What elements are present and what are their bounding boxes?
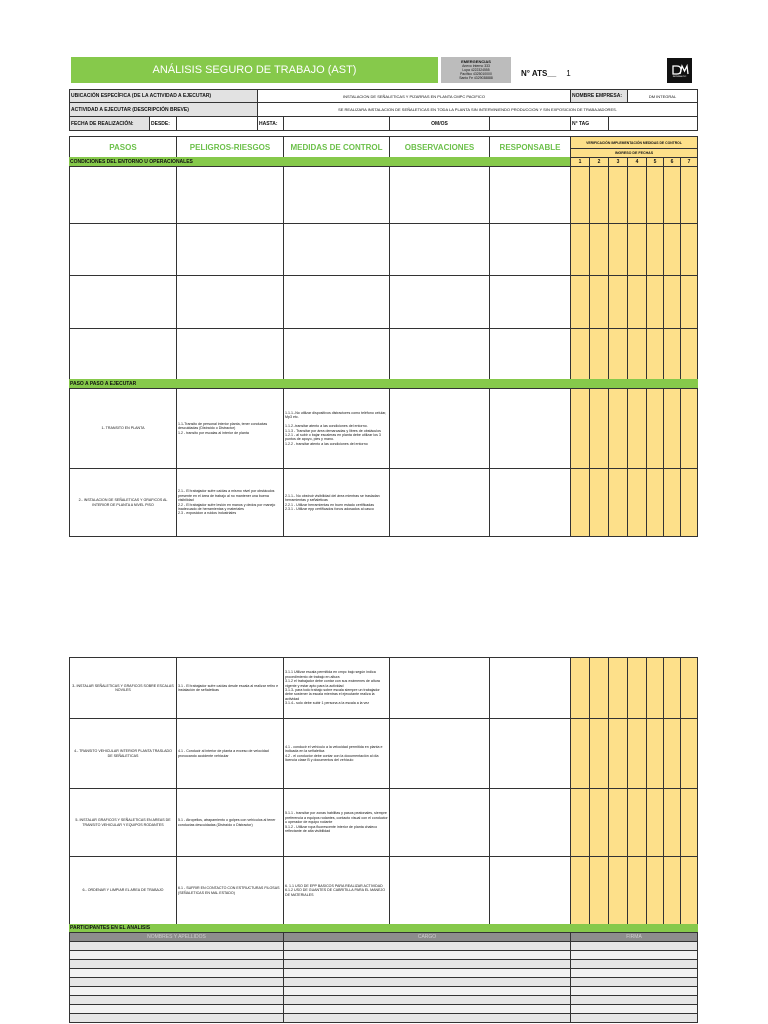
step-row-medidas-cell: 5.1.1 - transitar por zonas habilitas y pasos peatonales, siempre preferencia a equipos rodantes, contacto visual con el conductor u operador de equipo rodante 5.1.2 - Utilizar ropa fluorescente interior de planta chaleco reflectante de alta visibilidad <box>283 788 390 857</box>
condition-row-day-4-cell[interactable] <box>627 275 647 329</box>
condition-row-day-7-cell[interactable] <box>680 166 698 224</box>
hasta-label: HASTA: <box>257 116 284 131</box>
step-row-peligros-cell: 5.1 - Atropellos, atrapamiento o golpes con vehículos al tener conductas descuidadas (Distraído o Distractor) <box>176 788 284 857</box>
condition-row-observaciones-cell[interactable] <box>389 275 490 329</box>
participants-title: PARTICIPANTES EN EL ANALISIS <box>69 924 698 932</box>
col-observaciones: OBSERVACIONES <box>389 136 490 158</box>
step-row-day-5-cell[interactable] <box>646 788 664 857</box>
condition-row-day-3-cell[interactable] <box>608 275 628 329</box>
condition-row-medidas-cell <box>283 328 390 380</box>
title-banner <box>71 57 438 83</box>
section-steps: PASO A PASO A EJECUTAR <box>69 379 698 388</box>
step-row-day-6-cell[interactable] <box>663 856 681 925</box>
ats-label: N° ATS__ <box>521 68 557 78</box>
condition-row-day-1-cell[interactable] <box>570 328 590 380</box>
condition-row-day-2-cell[interactable] <box>589 223 609 276</box>
step-row-day-2-cell[interactable] <box>589 657 609 719</box>
desde-field[interactable] <box>176 116 258 131</box>
condition-row-day-4-cell[interactable] <box>627 223 647 276</box>
condition-row-observaciones-cell[interactable] <box>389 166 490 224</box>
condition-row-day-5-cell[interactable] <box>646 275 664 329</box>
step-row-observaciones-cell[interactable] <box>389 788 490 857</box>
ats-value: 1 <box>566 68 571 78</box>
condition-row-responsable-cell[interactable] <box>489 166 571 224</box>
emergency-heading: EMERGENCIAS <box>461 59 491 64</box>
condition-row-peligros-cell <box>176 166 284 224</box>
condition-row-medidas-cell <box>283 275 390 329</box>
ubicacion-value[interactable]: INSTALACION DE SEÑALETICAS Y PIZARRAS EN PLANTA CMPC PACIFICO <box>257 89 571 103</box>
step-row-responsable-cell[interactable] <box>489 718 571 789</box>
condition-row-paso-cell <box>69 223 177 276</box>
ubicacion-label: UBICACIÓN ESPECÍFICA (DE LA ACTIVIDAD A EJECUTAR) <box>69 89 258 103</box>
condition-row-day-1-cell[interactable] <box>570 166 590 224</box>
omos-field[interactable] <box>489 116 571 131</box>
step-row-day-1-cell[interactable] <box>570 388 590 469</box>
step-row-day-7-cell[interactable] <box>680 657 698 719</box>
emergency-line: Pacifico 4325010000 <box>460 72 492 77</box>
step-row-day-4-cell[interactable] <box>627 788 647 857</box>
step-row-observaciones-cell[interactable] <box>389 856 490 925</box>
step-row-day-5-cell[interactable] <box>646 856 664 925</box>
step-row-day-2-cell[interactable] <box>589 388 609 469</box>
col-medidas: MEDIDAS DE CONTROL <box>283 136 390 158</box>
step-row-day-7-cell[interactable] <box>680 856 698 925</box>
condition-row-peligros-cell <box>176 328 284 380</box>
step-row-day-1-cell[interactable] <box>570 657 590 719</box>
condition-row-day-5-cell[interactable] <box>646 328 664 380</box>
condition-row-day-3-cell[interactable] <box>608 223 628 276</box>
step-row-day-3-cell[interactable] <box>608 718 628 789</box>
step-row-day-4-cell[interactable] <box>627 468 647 537</box>
condition-row-day-4-cell[interactable] <box>627 166 647 224</box>
fecha-label: FECHA DE REALIZACIÓN: <box>69 116 150 131</box>
step-row-paso-cell: 2.- INSTALACION DE SEÑALETICAS Y GRAFICOS AL INTERIOR DE PLANTA A NIVEL PISO <box>69 468 177 537</box>
step-row-day-1-cell[interactable] <box>570 468 590 537</box>
step-row-day-6-cell[interactable] <box>663 388 681 469</box>
step-row-medidas-cell: 1.1.1.-No utilizar dispositivos distractores como teléfono celular, Mp3 etc. 1.1.2.-transitar atento a las condiciones del entorno. 1.1.3 - Transitar por área demarcadas y libres de obstáculos 1.2.1 - al subir o bajar escaleras en planta debe utilizar los 3 puntos de apoyo, pies y mano. 1.2.2 - transitar atento a las condiciones del entorno <box>283 388 390 469</box>
step-row-day-7-cell[interactable] <box>680 388 698 469</box>
step-row-paso-cell: 3- INSTALAR SEÑALETICAS Y GRAFICOS SOBRE ESCALAS NOVILES <box>69 657 177 719</box>
step-row-peligros-cell: 2.1.- El trabajador sufre caídas a mismo nivel por obstáculos presente en el área de trabajo al no mantener una buena visibilidad 2.2 - El trabajador sufre lesión en manos y dedos por manejo inadecuado de herramientas y materiales 2.3 - exposicion a ruidos industriales <box>176 468 284 537</box>
participant-name-field[interactable] <box>69 1013 284 1023</box>
condition-row-paso-cell <box>69 275 177 329</box>
condition-row-paso-cell <box>69 166 177 224</box>
step-row-day-3-cell[interactable] <box>608 388 628 469</box>
col-fechas: INGRESO DE FECHAS <box>570 148 698 158</box>
condition-row-observaciones-cell[interactable] <box>389 328 490 380</box>
step-row-day-2-cell[interactable] <box>589 718 609 789</box>
day-number-4: 4 <box>627 157 647 167</box>
page-title: ANÁLISIS SEGURO DE TRABAJO (AST) <box>152 64 357 76</box>
step-row-observaciones-cell[interactable] <box>389 388 490 469</box>
day-number-6: 6 <box>663 157 681 167</box>
participant-firma-field[interactable] <box>570 1013 698 1023</box>
step-row-paso-cell: 1- TRANSITO EN PLANTA <box>69 388 177 469</box>
step-row-day-2-cell[interactable] <box>589 856 609 925</box>
condition-row-day-2-cell[interactable] <box>589 166 609 224</box>
condition-row-day-7-cell[interactable] <box>680 275 698 329</box>
step-row-responsable-cell[interactable] <box>489 788 571 857</box>
day-number-3: 3 <box>608 157 628 167</box>
step-row-responsable-cell[interactable] <box>489 657 571 719</box>
actividad-label: ACTIVIDAD A EJECUTAR (DESCRIPCIÓN BREVE) <box>69 102 258 117</box>
condition-row-observaciones-cell[interactable] <box>389 223 490 276</box>
condition-row-day-1-cell[interactable] <box>570 275 590 329</box>
condition-row-day-4-cell[interactable] <box>627 328 647 380</box>
condition-row-day-5-cell[interactable] <box>646 223 664 276</box>
step-row-responsable-cell[interactable] <box>489 468 571 537</box>
actividad-value[interactable]: SE REALIZARA INSTALACION DE SEÑALETICAS EN TODA LA PLANTA SIN INTERVINIENDO PRODUCCION Y SIN EXPOSICION DE TRABAJADORES. <box>257 102 698 117</box>
emergency-line: Lupa 4222324555 <box>462 68 490 73</box>
step-row-day-3-cell[interactable] <box>608 856 628 925</box>
col-responsable: RESPONSABLE <box>489 136 571 158</box>
step-row-day-5-cell[interactable] <box>646 468 664 537</box>
condition-row-day-3-cell[interactable] <box>608 166 628 224</box>
step-row-day-6-cell[interactable] <box>663 657 681 719</box>
condition-row-paso-cell <box>69 328 177 380</box>
step-row-day-1-cell[interactable] <box>570 856 590 925</box>
step-row-day-2-cell[interactable] <box>589 788 609 857</box>
step-row-peligros-cell: 4.1 - Conducir al interior de planta a exceso de velocidad provocando accidente vehicular <box>176 718 284 789</box>
condition-row-medidas-cell <box>283 223 390 276</box>
step-row-medidas-cell: 2.1.1.- No obstruir visibilidad del área mientras se trasladan herramientas y señaleticas 2.2.1 - Utilizar herramientas en buen estado certificadas 2.3.1 - Utilizar epp certificados fonos adosados al casco <box>283 468 390 537</box>
hasta-field[interactable] <box>283 116 390 131</box>
step-row-day-6-cell[interactable] <box>663 468 681 537</box>
step-row-peligros-cell: 1.1-Transito de personal interior planta, tener conductas descuidadas (Distraído o Distractor) 1.2 - transito por escalas al interior de planta <box>176 388 284 469</box>
condition-row-responsable-cell[interactable] <box>489 275 571 329</box>
emergency-line: Santo Fe 4329038888 <box>459 76 493 81</box>
participants-cargo-header: CARGO <box>283 932 571 942</box>
condition-row-day-7-cell[interactable] <box>680 328 698 380</box>
step-row-paso-cell: 5- INSTALAR GRAFICOS Y SEÑALETICAS EN AREAS DE TRANSITO VEHICULAR Y EQUIPOS RODANTES <box>69 788 177 857</box>
omos-label: OM/OS <box>389 116 490 131</box>
emergency-box <box>441 57 511 83</box>
condition-row-responsable-cell[interactable] <box>489 223 571 276</box>
logo-mark-icon <box>671 64 689 76</box>
step-row-paso-cell: 4.- TRANSITO VEHICULAR INTERIOR PLANTA TRASLADO DE SEÑALETICAS <box>69 718 177 789</box>
step-row-observaciones-cell[interactable] <box>389 657 490 719</box>
ats-number <box>521 66 571 80</box>
step-row-day-3-cell[interactable] <box>608 788 628 857</box>
day-number-5: 5 <box>646 157 664 167</box>
condition-row-day-6-cell[interactable] <box>663 275 681 329</box>
section-conditions: CONDICIONES DEL ENTORNO U OPERACIONALES <box>69 157 571 166</box>
step-row-day-5-cell[interactable] <box>646 657 664 719</box>
step-row-peligros-cell: 3.1 - El trabajador sufre caídas desde escala al realizar retiro e instalación de señaleticas <box>176 657 284 719</box>
step-row-paso-cell: 6.- ORDENAR Y LIMPIAR EL AREA DE TRABAJO <box>69 856 177 925</box>
step-row-day-3-cell[interactable] <box>608 657 628 719</box>
condition-row-responsable-cell[interactable] <box>489 328 571 380</box>
step-row-day-4-cell[interactable] <box>627 856 647 925</box>
step-row-day-7-cell[interactable] <box>680 468 698 537</box>
condition-row-day-6-cell[interactable] <box>663 166 681 224</box>
step-row-observaciones-cell[interactable] <box>389 468 490 537</box>
step-row-observaciones-cell[interactable] <box>389 718 490 789</box>
step-row-peligros-cell: 6.1 - SUFRIR EN CONTACTO CON ESTRUCTURAS FILOSAS (SEÑALETICAS EN MAL ESTADO) <box>176 856 284 925</box>
day-number-2: 2 <box>589 157 609 167</box>
step-row-medidas-cell: 4.1 - conducir el vehículo a la velocidad permitida en planta e indicada en la señaletica 4.2 - el conductor debe contar con la documentación al día licencia clase B y documentos del vehículo <box>283 718 390 789</box>
day-number-1: 1 <box>570 157 590 167</box>
logo-text: IMPERIALTIC <box>672 75 687 78</box>
condition-row-day-7-cell[interactable] <box>680 223 698 276</box>
condition-row-day-1-cell[interactable] <box>570 223 590 276</box>
step-row-day-6-cell[interactable] <box>663 718 681 789</box>
step-row-day-1-cell[interactable] <box>570 788 590 857</box>
tag-field[interactable] <box>608 116 698 131</box>
step-row-day-7-cell[interactable] <box>680 718 698 789</box>
step-row-medidas-cell: 3.1.1 Utilizar escala permitida en cmpc bajo según indica procedimiento de trabajo en altura 3.1.2 el trabajador debe contar con sus exámenes de altura vigente y estar apto para la actividad 3.1.3- para todo trabajo sobre escala siempre un trabajador debe sostener la escala mientras el ejecutante realiza la actividad 3.1.4.- solo debe subir 1 persona a la escala a la vez <box>283 657 390 719</box>
emergency-line: Anexo Interno 333 <box>462 64 490 68</box>
condition-row-day-2-cell[interactable] <box>589 275 609 329</box>
empresa-label: NOMBRE EMPRESA: <box>570 89 628 103</box>
condition-row-day-2-cell[interactable] <box>589 328 609 380</box>
col-peligros: PELIGROS-RIESGOS <box>176 136 284 158</box>
step-row-day-2-cell[interactable] <box>589 468 609 537</box>
step-row-responsable-cell[interactable] <box>489 388 571 469</box>
participant-cargo-field[interactable] <box>283 1013 571 1023</box>
participants-nombres-header: NOMBRES Y APELLIDOS <box>69 932 284 942</box>
step-row-day-4-cell[interactable] <box>627 718 647 789</box>
condition-row-day-6-cell[interactable] <box>663 223 681 276</box>
condition-row-peligros-cell <box>176 223 284 276</box>
col-pasos: PASOS <box>69 136 177 158</box>
condition-row-medidas-cell <box>283 166 390 224</box>
step-row-day-6-cell[interactable] <box>663 788 681 857</box>
step-row-day-7-cell[interactable] <box>680 788 698 857</box>
step-row-medidas-cell: 6. 1.1 USO DE EPP BASICOS PARA REALIZAR ACTIVIDAD 6.1.2 USO DE GUANTES DE CABRITILLA PARA EL MANEJO DE MATERIALES <box>283 856 390 925</box>
participants-firma-header: FIRMA <box>570 932 698 942</box>
condition-row-peligros-cell <box>176 275 284 329</box>
step-row-responsable-cell[interactable] <box>489 856 571 925</box>
step-row-day-3-cell[interactable] <box>608 468 628 537</box>
day-number-7: 7 <box>680 157 698 167</box>
emergency-lines <box>444 64 508 80</box>
empresa-value[interactable]: DM INTEGRAL <box>627 89 698 103</box>
condition-row-day-6-cell[interactable] <box>663 328 681 380</box>
desde-label: DESDE: <box>149 116 177 131</box>
col-verificacion: VERIFICACIÓN IMPLEMENTACIÓN MEDIDAS DE CONTROL <box>570 136 698 149</box>
step-row-day-5-cell[interactable] <box>646 388 664 469</box>
step-row-day-5-cell[interactable] <box>646 718 664 789</box>
step-row-day-1-cell[interactable] <box>570 718 590 789</box>
condition-row-day-5-cell[interactable] <box>646 166 664 224</box>
tag-label: N° TAG <box>570 116 609 131</box>
step-row-day-4-cell[interactable] <box>627 657 647 719</box>
company-logo <box>667 58 692 83</box>
condition-row-day-3-cell[interactable] <box>608 328 628 380</box>
step-row-day-4-cell[interactable] <box>627 388 647 469</box>
